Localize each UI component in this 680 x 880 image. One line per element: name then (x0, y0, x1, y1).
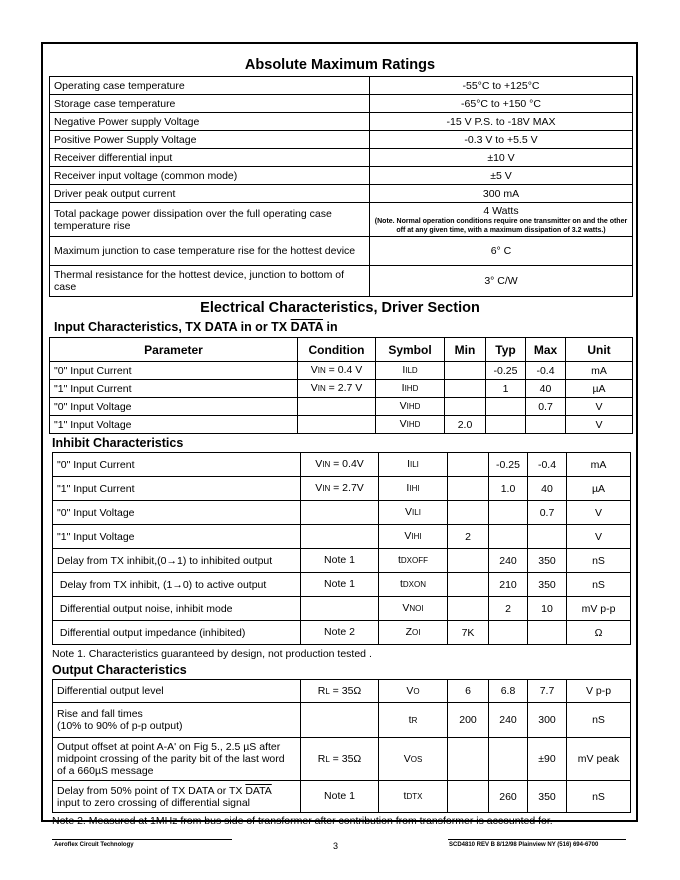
amr-value (370, 185, 633, 203)
max-cell (526, 416, 566, 434)
max-cell: 0.7 (528, 501, 567, 525)
input-row (50, 416, 633, 434)
input-heading (54, 320, 338, 334)
condition-cell (301, 501, 379, 525)
footer-rule-right (448, 839, 626, 840)
typ-cell (486, 416, 526, 434)
amr-value-text: 300 mA (482, 187, 520, 200)
symbol-main: I (406, 482, 410, 494)
symbol-subscript: OI (411, 628, 421, 637)
header-parameter: Parameter (50, 338, 298, 362)
input-heading-over: DATA (290, 320, 324, 334)
symbol-main: V (404, 530, 412, 542)
symbol-cell (379, 621, 448, 645)
typ-cell: 240 (489, 703, 528, 738)
condition-cell (301, 549, 379, 573)
typ-cell: 240 (489, 549, 528, 573)
symbol-cell (376, 380, 445, 398)
inhibit-table (52, 452, 631, 645)
min-cell (445, 380, 486, 398)
amr-value-text: -0.3 V to +5.5 V (464, 133, 538, 146)
unit-cell: mV peak (567, 738, 631, 781)
typ-cell: 260 (489, 781, 528, 813)
condition-main: Note 1 (324, 790, 355, 802)
condition-cell (301, 738, 379, 781)
param-cell: "1" Input Current (50, 380, 298, 398)
amr-param: Receiver differential input (50, 149, 370, 167)
amr-row (50, 237, 633, 266)
unit-cell: V p-p (567, 680, 631, 703)
symbol-cell (379, 680, 448, 703)
typ-cell (489, 525, 528, 549)
condition-cell (301, 525, 379, 549)
input-heading-suffix: in (323, 320, 338, 334)
param-cell: "1" Input Current (53, 477, 301, 501)
typ-cell: 1 (486, 380, 526, 398)
max-cell (528, 525, 567, 549)
typ-cell: 6.8 (489, 680, 528, 703)
amr-param: Receiver input voltage (common mode) (50, 167, 370, 185)
output-heading: Output Characteristics (52, 663, 187, 677)
typ-cell (489, 621, 528, 645)
inhibit-row (53, 501, 631, 525)
symbol-cell (379, 477, 448, 501)
typ-cell: 210 (489, 573, 528, 597)
amr-value (370, 77, 633, 95)
amr-table (49, 76, 633, 297)
symbol-cell (379, 703, 448, 738)
amr-value (370, 266, 633, 297)
unit-cell: V (567, 501, 631, 525)
min-cell (445, 398, 486, 416)
amr-value (370, 149, 633, 167)
amr-value (370, 203, 633, 237)
min-cell (448, 453, 489, 477)
condition-subscript: IN (317, 384, 326, 393)
symbol-subscript: DTX (406, 792, 423, 801)
unit-cell: nS (567, 573, 631, 597)
max-cell: 0.7 (526, 398, 566, 416)
condition-cell (298, 380, 376, 398)
input-table (49, 337, 633, 434)
min-cell (448, 573, 489, 597)
inhibit-row (53, 549, 631, 573)
symbol-subscript: IHD (406, 402, 421, 411)
min-cell (448, 781, 489, 813)
max-cell (528, 621, 567, 645)
amr-param: Driver peak output current (50, 185, 370, 203)
param-cell: "0" Input Current (50, 362, 298, 380)
inhibit-row (53, 453, 631, 477)
condition-value: = 2.7V (330, 482, 364, 494)
condition-cell (301, 621, 379, 645)
max-cell: 350 (528, 781, 567, 813)
param-cell: Differential output impedance (inhibited) (53, 621, 301, 645)
amr-param: Total package power dissipation over the full operating case temperature rise (50, 203, 370, 237)
header-unit: Unit (566, 338, 633, 362)
condition-cell (298, 362, 376, 380)
symbol-subscript: DXOFF (400, 556, 429, 565)
page-number: 3 (333, 841, 339, 851)
unit-cell: V (566, 398, 633, 416)
min-cell (448, 597, 489, 621)
symbol-subscript: DXON (402, 580, 427, 589)
condition-main: V (310, 364, 318, 376)
param-cell: Differential output noise, inhibit mode (53, 597, 301, 621)
symbol-subscript: IHD (406, 420, 421, 429)
symbol-subscript: OS (410, 754, 423, 764)
output-row (53, 680, 631, 703)
symbol-main: t (399, 578, 403, 590)
amr-param: Maximum junction to case temperature rise for the hottest device (50, 237, 370, 266)
symbol-subscript: ILI (410, 460, 419, 469)
condition-value: = 35Ω (329, 684, 362, 697)
symbol-main: V (406, 684, 414, 697)
max-cell: 10 (528, 597, 567, 621)
symbol-cell (376, 416, 445, 434)
condition-main: R (317, 684, 326, 697)
min-cell (445, 362, 486, 380)
header-condition: Condition (298, 338, 376, 362)
param-cell: "0" Input Voltage (50, 398, 298, 416)
condition-subscript: IN (317, 366, 326, 375)
typ-cell (486, 398, 526, 416)
min-cell: 200 (448, 703, 489, 738)
max-cell: 350 (528, 573, 567, 597)
footer-doc-info: SCD4810 REV B 8/12/98 Plainview NY (516) 694-6700 (449, 842, 599, 848)
amr-row (50, 167, 633, 185)
unit-cell: nS (567, 703, 631, 738)
param-cell: Output offset at point A-A' on Fig 5., 2.5 µS after midpoint crossing of the parity bit of the last word of a 660µS message (53, 738, 301, 781)
param-cell: "0" Input Voltage (53, 501, 301, 525)
amr-row (50, 95, 633, 113)
param-cell: Delay from TX inhibit, (1→0) to active output (53, 573, 301, 597)
max-cell: ±90 (528, 738, 567, 781)
symbol-main: t (403, 790, 407, 802)
condition-main: Note 1 (324, 554, 355, 566)
symbol-cell (379, 781, 448, 813)
condition-main: Note 2 (324, 626, 355, 638)
symbol-cell (379, 453, 448, 477)
amr-row (50, 203, 633, 237)
header-min: Min (445, 338, 486, 362)
amr-param: Storage case temperature (50, 95, 370, 113)
symbol-main: Z (405, 626, 412, 638)
unit-cell: mV p-p (567, 597, 631, 621)
amr-row (50, 185, 633, 203)
condition-main: V (315, 482, 323, 494)
amr-value-text: ±5 V (490, 169, 512, 182)
condition-main: V (315, 458, 323, 470)
min-cell (448, 549, 489, 573)
amr-value (370, 95, 633, 113)
max-cell: -0.4 (528, 453, 567, 477)
min-cell (448, 477, 489, 501)
output-table (52, 679, 631, 813)
condition-cell (301, 453, 379, 477)
symbol-cell (379, 738, 448, 781)
condition-subscript: L (325, 686, 330, 696)
amr-value (370, 237, 633, 266)
min-cell (448, 501, 489, 525)
inhibit-row (53, 525, 631, 549)
input-row (50, 380, 633, 398)
param-cell: "1" Input Voltage (50, 416, 298, 434)
symbol-subscript: IHD (404, 384, 419, 393)
footer-company: Aeroflex Circuit Technology (54, 842, 134, 848)
condition-cell (298, 416, 376, 434)
note-2: Note 2. Measured at 1MHz from bus side of transformer after contribution from transformer is accounted for. (52, 815, 553, 827)
header-symbol: Symbol (376, 338, 445, 362)
unit-cell: nS (567, 549, 631, 573)
input-heading-prefix: Input Characteristics, TX DATA in or TX (54, 320, 291, 334)
amr-value-text: 6° C (490, 245, 512, 257)
unit-cell: mA (567, 453, 631, 477)
symbol-cell (379, 525, 448, 549)
min-cell (448, 738, 489, 781)
condition-cell (301, 477, 379, 501)
param-cell: Rise and fall times (10% to 90% of p-p output) (53, 703, 301, 738)
amr-value-text: -55°C to +125°C (462, 79, 540, 92)
symbol-subscript: IHI (409, 484, 420, 493)
input-row (50, 398, 633, 416)
symbol-cell (379, 549, 448, 573)
output-row (53, 781, 631, 813)
output-row (53, 703, 631, 738)
param-cell: "1" Input Voltage (53, 525, 301, 549)
param-cell (53, 781, 301, 813)
condition-value: = 2.7 V (325, 382, 363, 394)
amr-row (50, 266, 633, 297)
ec-title: Electrical Characteristics, Driver Section (200, 300, 480, 316)
condition-cell (301, 597, 379, 621)
typ-cell: -0.25 (486, 362, 526, 380)
condition-subscript: IN (322, 460, 331, 469)
condition-main: R (317, 752, 326, 765)
inhibit-row (53, 597, 631, 621)
amr-param: Thermal resistance for the hottest device, junction to bottom of case (50, 266, 370, 297)
min-cell: 2 (448, 525, 489, 549)
header-max: Max (526, 338, 566, 362)
inhibit-row (53, 621, 631, 645)
amr-param: Operating case temperature (50, 77, 370, 95)
amr-row (50, 77, 633, 95)
max-cell: 350 (528, 549, 567, 573)
condition-value: = 35Ω (329, 752, 362, 765)
amr-value (370, 113, 633, 131)
condition-cell (301, 573, 379, 597)
symbol-main: V (403, 752, 411, 765)
symbol-main: I (401, 382, 405, 394)
condition-main: V (310, 382, 318, 394)
symbol-main: I (407, 458, 410, 470)
inhibit-row (53, 573, 631, 597)
condition-value: = 0.4V (330, 458, 364, 470)
amr-value-text: ±10 V (487, 151, 515, 164)
symbol-main: I (402, 364, 406, 376)
inhibit-row (53, 477, 631, 501)
typ-cell (489, 738, 528, 781)
amr-row (50, 113, 633, 131)
symbol-cell (376, 398, 445, 416)
amr-value-text: -65°C to +150 °C (461, 97, 541, 110)
condition-cell (301, 680, 379, 703)
unit-cell: µA (566, 380, 633, 398)
condition-subscript: IN (322, 484, 331, 493)
condition-main: Note 1 (324, 578, 355, 590)
inhibit-heading: Inhibit Characteristics (52, 436, 184, 450)
param-cell: Delay from TX inhibit,(0→1) to inhibited output (53, 549, 301, 573)
max-cell: 300 (528, 703, 567, 738)
symbol-main: t (408, 713, 412, 726)
symbol-subscript: O (413, 686, 420, 696)
condition-cell (301, 781, 379, 813)
typ-cell (489, 501, 528, 525)
symbol-cell (379, 573, 448, 597)
param-text-b: input to zero crossing of differential signal (57, 796, 250, 809)
symbol-main: V (399, 400, 407, 412)
amr-title: Absolute Maximum Ratings (244, 57, 436, 73)
symbol-cell (379, 501, 448, 525)
symbol-main: V (402, 602, 410, 614)
condition-cell (301, 703, 379, 738)
condition-subscript: L (325, 754, 330, 764)
min-cell: 7K (448, 621, 489, 645)
unit-cell: Ω (567, 621, 631, 645)
symbol-subscript: IHI (411, 532, 422, 541)
param-cell: "0" Input Current (53, 453, 301, 477)
symbol-cell (376, 362, 445, 380)
amr-row (50, 131, 633, 149)
typ-cell: -0.25 (489, 453, 528, 477)
unit-cell: µA (567, 477, 631, 501)
symbol-subscript: NOI (409, 604, 424, 613)
symbol-subscript: ILI (412, 508, 421, 517)
symbol-main: V (405, 506, 413, 518)
symbol-subscript: R (411, 715, 418, 725)
condition-value: = 0.4 V (325, 364, 363, 376)
max-cell: 7.7 (528, 680, 567, 703)
unit-cell: nS (567, 781, 631, 813)
min-cell: 2.0 (445, 416, 486, 434)
symbol-subscript: ILD (405, 366, 418, 375)
output-row (53, 738, 631, 781)
header-typ: Typ (486, 338, 526, 362)
unit-cell: V (567, 525, 631, 549)
typ-cell: 1.0 (489, 477, 528, 501)
amr-row (50, 149, 633, 167)
amr-value-text: 4 Watts (483, 204, 519, 217)
param-text-over: DATA (245, 784, 272, 797)
amr-value-text: 3° C/W (484, 275, 518, 287)
symbol-main: V (399, 418, 407, 430)
unit-cell: V (566, 416, 633, 434)
unit-cell: mA (566, 362, 633, 380)
max-cell: -0.4 (526, 362, 566, 380)
typ-cell: 2 (489, 597, 528, 621)
param-text-a: Delay from 50% point of TX DATA or TX (57, 784, 246, 797)
max-cell: 40 (526, 380, 566, 398)
max-cell: 40 (528, 477, 567, 501)
amr-param: Positive Power Supply Voltage (50, 131, 370, 149)
amr-value (370, 131, 633, 149)
symbol-cell (379, 597, 448, 621)
input-row (50, 362, 633, 380)
min-cell: 6 (448, 680, 489, 703)
footer-rule-left (52, 839, 232, 840)
amr-param: Negative Power supply Voltage (50, 113, 370, 131)
amr-value (370, 167, 633, 185)
param-cell: Differential output level (53, 680, 301, 703)
amr-value-note: (Note. Normal operation conditions require one transmitter on and the other off at any given time, with a maximum dissipation of 3.2 watts.) (374, 217, 628, 234)
symbol-main: t (397, 554, 401, 566)
condition-cell (298, 398, 376, 416)
amr-value-text: -15 V P.S. to -18V MAX (446, 115, 556, 128)
note-1: Note 1. Characteristics guaranteed by design, not production tested . (52, 648, 372, 660)
